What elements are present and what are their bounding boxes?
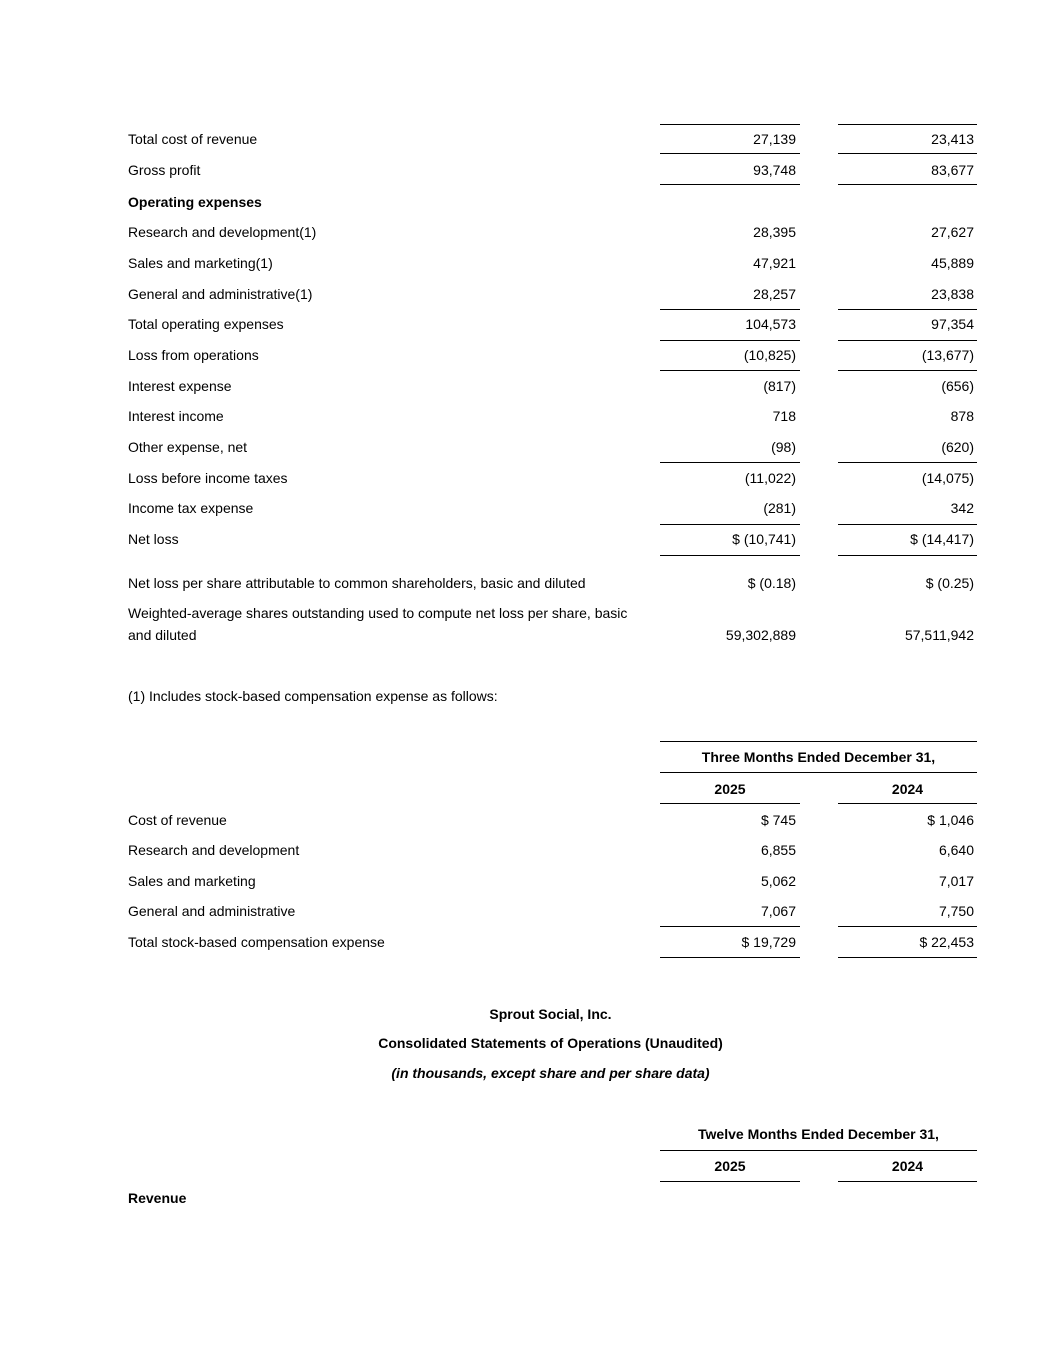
rule [838, 370, 977, 371]
rule [660, 184, 800, 185]
row-label: Revenue [128, 1190, 187, 1206]
rule [838, 926, 977, 927]
row-label: Total cost of revenue [128, 131, 258, 147]
row-label: Research and development [128, 842, 300, 858]
rule [660, 309, 800, 310]
row-label: General and administrative(1) [128, 286, 313, 302]
value-2025: 28,257 [753, 286, 796, 302]
value-2025: 47,921 [753, 255, 796, 271]
value-2025: 5,062 [760, 873, 796, 889]
rule [660, 957, 800, 958]
value-2024: 878 [950, 408, 974, 424]
row-label: Income tax expense [128, 500, 254, 516]
row-label: Interest income [128, 408, 224, 424]
footnote-text: (1) Includes stock-based compensation expense as follows: [128, 688, 498, 704]
value-2024: $ (0.25) [925, 575, 974, 591]
rule [838, 462, 977, 463]
rule [660, 524, 800, 525]
rule [660, 153, 800, 154]
value-2024: 23,413 [931, 131, 974, 147]
row-label: Loss from operations [128, 347, 259, 363]
statement-title: Consolidated Statements of Operations (Unaudited) [378, 1035, 723, 1051]
value-2024: 45,889 [931, 255, 974, 271]
rule [660, 1181, 800, 1182]
value-2025: 7,067 [760, 903, 796, 919]
value-2025: (98) [771, 439, 796, 455]
value-2025: (11,022) [744, 470, 796, 486]
rule [838, 184, 977, 185]
value-2025: 93,748 [753, 162, 796, 178]
rule [660, 124, 800, 125]
statement-subtitle: (in thousands, except share and per share data) [391, 1065, 710, 1081]
value-2025: $ 745 [760, 812, 796, 828]
value-2024: 7,017 [938, 873, 974, 889]
value-2025: (10,825) [743, 347, 796, 363]
year-header-2025: 2025 [714, 1158, 746, 1174]
rule [660, 926, 800, 927]
row-label: Total operating expenses [128, 316, 284, 332]
value-2024: (620) [941, 439, 974, 455]
rule [838, 957, 977, 958]
value-2024: 83,677 [931, 162, 974, 178]
value-2024: 97,354 [931, 316, 974, 332]
value-2024: 7,750 [938, 903, 974, 919]
value-2025: 59,302,889 [725, 627, 796, 643]
value-2025: 104,573 [745, 316, 796, 332]
row-label: Sales and marketing(1) [128, 255, 273, 271]
value-2025: 27,139 [753, 131, 796, 147]
value-2024: (656) [941, 378, 974, 394]
row-label: Cost of revenue [128, 812, 227, 828]
value-2024: 6,640 [938, 842, 974, 858]
row-label: Total stock-based compensation expense [128, 934, 385, 950]
row-label: Sales and marketing [128, 873, 256, 889]
period-header: Three Months Ended December 31, [701, 749, 936, 765]
row-label: General and administrative [128, 903, 296, 919]
row-label: Interest expense [128, 378, 232, 394]
rule [660, 772, 977, 773]
row-label: Net loss per share attributable to common shareholders, basic and diluted [128, 575, 586, 591]
rule [660, 340, 800, 341]
row-label: Net loss [128, 531, 179, 547]
value-2025: (281) [763, 500, 796, 516]
row-label: Research and development(1) [128, 224, 317, 240]
rule [660, 803, 800, 804]
row-label: Loss before income taxes [128, 470, 288, 486]
value-2025: (817) [763, 378, 796, 394]
row-label: Operating expenses [128, 194, 262, 210]
value-2025: $ (0.18) [747, 575, 796, 591]
rule [660, 555, 800, 556]
value-2025: 28,395 [753, 224, 796, 240]
value-2024: $ 22,453 [919, 934, 974, 950]
rule [838, 124, 977, 125]
rule [660, 462, 800, 463]
row-label-line1: Weighted-average shares outstanding used to compute net loss per share, basic [128, 605, 628, 621]
value-2024: $ (14,417) [910, 531, 974, 547]
value-2024: (14,075) [921, 470, 974, 486]
value-2024: 23,838 [931, 286, 974, 302]
value-2025: $ (10,741) [732, 531, 796, 547]
value-2024: 57,511,942 [904, 627, 974, 643]
value-2024: $ 1,046 [927, 812, 974, 828]
rule [838, 555, 977, 556]
value-2025: $ 19,729 [741, 934, 796, 950]
year-header-2025: 2025 [714, 781, 746, 797]
value-2025: 718 [772, 408, 796, 424]
rule [838, 340, 977, 341]
value-2024: 342 [950, 500, 974, 516]
row-label: Other expense, net [128, 439, 248, 455]
rule [838, 803, 977, 804]
rule [660, 741, 977, 742]
value-2024: (13,677) [921, 347, 974, 363]
rule [838, 153, 977, 154]
period-header: Twelve Months Ended December 31, [698, 1126, 939, 1142]
company-name: Sprout Social, Inc. [489, 1006, 612, 1022]
value-2024: 27,627 [931, 224, 974, 240]
year-header-2024: 2024 [891, 1158, 924, 1174]
rule [838, 524, 977, 525]
value-2025: 6,855 [760, 842, 796, 858]
rule [660, 370, 800, 371]
rule [838, 309, 977, 310]
rule [838, 1181, 977, 1182]
rule [660, 1150, 977, 1151]
row-label-line2: and diluted [128, 627, 197, 643]
year-header-2024: 2024 [891, 781, 924, 797]
row-label: Gross profit [128, 162, 201, 178]
